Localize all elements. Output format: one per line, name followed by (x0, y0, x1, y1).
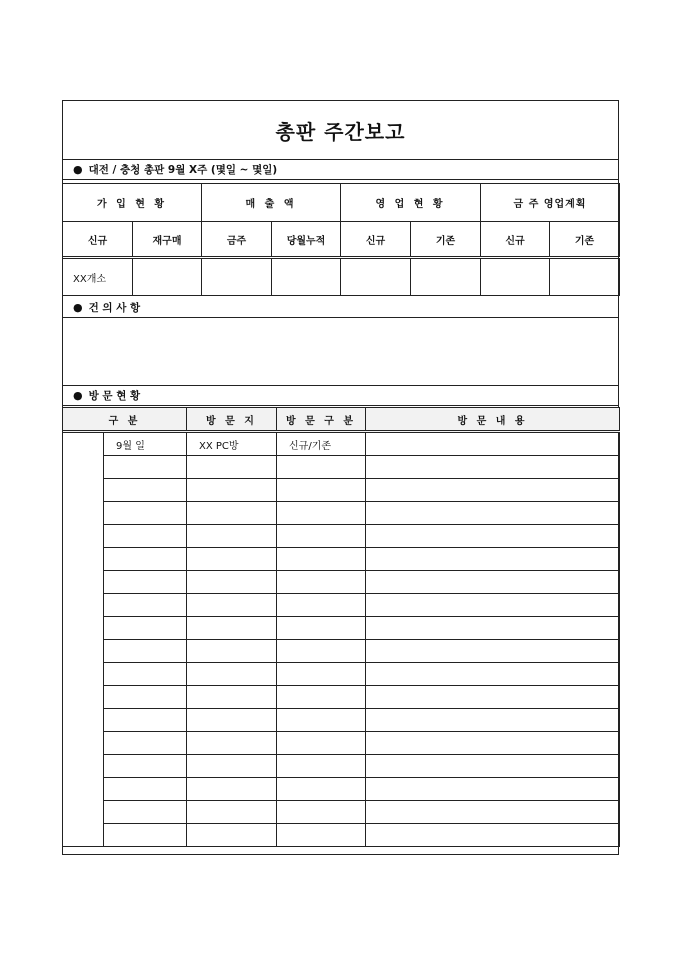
visit-empty-cell (187, 801, 277, 824)
section-sales-heading (63, 159, 618, 180)
visit-empty-cell (277, 571, 366, 594)
report-title: 총판 주간보고 (63, 101, 618, 160)
issues-box (63, 319, 618, 386)
subheader-this-week: 금주 (202, 222, 272, 258)
visit-empty-cell (277, 502, 366, 525)
subheader-month-total: 당월누적 (272, 222, 341, 258)
visit-type: 신규/기존 (277, 432, 366, 456)
visit-empty-cell (104, 456, 187, 479)
section-visits-heading (63, 385, 618, 406)
visit-empty-cell (104, 594, 187, 617)
visit-empty-cell (104, 640, 187, 663)
visit-empty-cell (187, 479, 277, 502)
visit-empty-cell (366, 571, 620, 594)
visit-empty-cell (277, 755, 366, 778)
visit-empty-cell (277, 548, 366, 571)
visit-empty-cell (277, 663, 366, 686)
visit-empty-cell (277, 778, 366, 801)
group-header-plan: 금 주 영업계획 (481, 184, 620, 222)
visit-empty-cell (277, 824, 366, 847)
visit-empty-cell (104, 732, 187, 755)
visit-empty-cell (277, 801, 366, 824)
data-cell (411, 258, 481, 296)
data-cell (481, 258, 550, 296)
visit-empty-cell (366, 732, 620, 755)
visit-empty-cell (187, 617, 277, 640)
sales-table (62, 183, 620, 296)
visit-empty-cell (187, 778, 277, 801)
subheader-new-1: 신규 (63, 222, 133, 258)
visit-empty-cell (277, 640, 366, 663)
visit-empty-cell (277, 456, 366, 479)
visit-empty-cell (104, 709, 187, 732)
subheader-new-3: 신규 (481, 222, 550, 258)
visit-empty-cell (104, 571, 187, 594)
section-visits-heading-text: 방 문 현 황 (88, 389, 141, 402)
visit-empty-cell (187, 456, 277, 479)
section-sales-heading-text: 대전 / 충청 총판 9월 X주 (몇일 ~ 몇일) (88, 163, 278, 176)
visit-empty-cell (277, 594, 366, 617)
visit-empty-cell (366, 686, 620, 709)
subheader-existing-1: 기존 (411, 222, 481, 258)
visit-empty-cell (277, 732, 366, 755)
bullet-icon: ● (73, 300, 83, 314)
subheader-repurchase: 재구매 (133, 222, 202, 258)
subheader-new-2: 신규 (341, 222, 411, 258)
visit-empty-cell (104, 824, 187, 847)
data-cell (550, 258, 620, 296)
visit-empty-cell (366, 502, 620, 525)
visits-header-place: 방 문 지 (187, 408, 277, 432)
visit-empty-cell (104, 663, 187, 686)
visit-empty-cell (104, 617, 187, 640)
visit-empty-cell (366, 456, 620, 479)
visit-empty-cell (277, 686, 366, 709)
subheader-existing-2: 기존 (550, 222, 620, 258)
group-header-revenue: 매 출 액 (202, 184, 341, 222)
data-cell (133, 258, 202, 296)
data-cell (202, 258, 272, 296)
group-header-signup: 가 입 현 황 (63, 184, 202, 222)
visit-empty-cell (187, 824, 277, 847)
visit-empty-cell (187, 686, 277, 709)
visits-header-content: 방 문 내 용 (366, 408, 620, 432)
section-issues-heading (63, 297, 618, 318)
visit-empty-cell (366, 663, 620, 686)
visit-empty-cell (277, 525, 366, 548)
visit-empty-cell (104, 548, 187, 571)
visit-empty-cell (187, 640, 277, 663)
visits-header-category: 구 분 (63, 408, 187, 432)
visit-empty-cell (187, 594, 277, 617)
visit-empty-cell (104, 801, 187, 824)
data-cell (272, 258, 341, 296)
section-issues-heading-text: 건 의 사 항 (88, 301, 141, 314)
visits-table (62, 407, 620, 847)
visit-empty-cell (366, 801, 620, 824)
visit-empty-cell (366, 824, 620, 847)
visit-empty-cell (277, 617, 366, 640)
visit-empty-cell (366, 709, 620, 732)
visit-empty-cell (104, 686, 187, 709)
visit-empty-cell (104, 755, 187, 778)
visit-empty-cell (366, 594, 620, 617)
visit-empty-cell (187, 548, 277, 571)
data-cell (341, 258, 411, 296)
visit-empty-cell (187, 571, 277, 594)
visit-empty-cell (104, 778, 187, 801)
bullet-icon: ● (73, 162, 83, 176)
visits-header-type: 방 문 구 분 (277, 408, 366, 432)
visit-empty-cell (104, 479, 187, 502)
visit-empty-cell (187, 732, 277, 755)
visit-empty-cell (366, 778, 620, 801)
visit-empty-cell (187, 525, 277, 548)
visit-empty-cell (366, 479, 620, 502)
visit-empty-cell (277, 479, 366, 502)
bullet-icon: ● (73, 388, 83, 402)
visit-content (366, 432, 620, 456)
visit-empty-cell (366, 755, 620, 778)
visit-empty-cell (277, 709, 366, 732)
visit-empty-cell (104, 502, 187, 525)
visit-empty-cell (187, 755, 277, 778)
visit-date: 9월 일 (104, 432, 187, 456)
visit-empty-cell (366, 640, 620, 663)
visits-group-cell (63, 432, 104, 847)
report-sheet (62, 100, 619, 855)
visit-empty-cell (366, 525, 620, 548)
visit-place: XX PC방 (187, 432, 277, 456)
visit-empty-cell (366, 548, 620, 571)
data-cell: XX개소 (63, 258, 133, 296)
visit-empty-cell (366, 617, 620, 640)
group-header-business: 영 업 현 황 (341, 184, 481, 222)
visit-empty-cell (187, 663, 277, 686)
visit-empty-cell (104, 525, 187, 548)
visit-empty-cell (187, 709, 277, 732)
visit-empty-cell (187, 502, 277, 525)
